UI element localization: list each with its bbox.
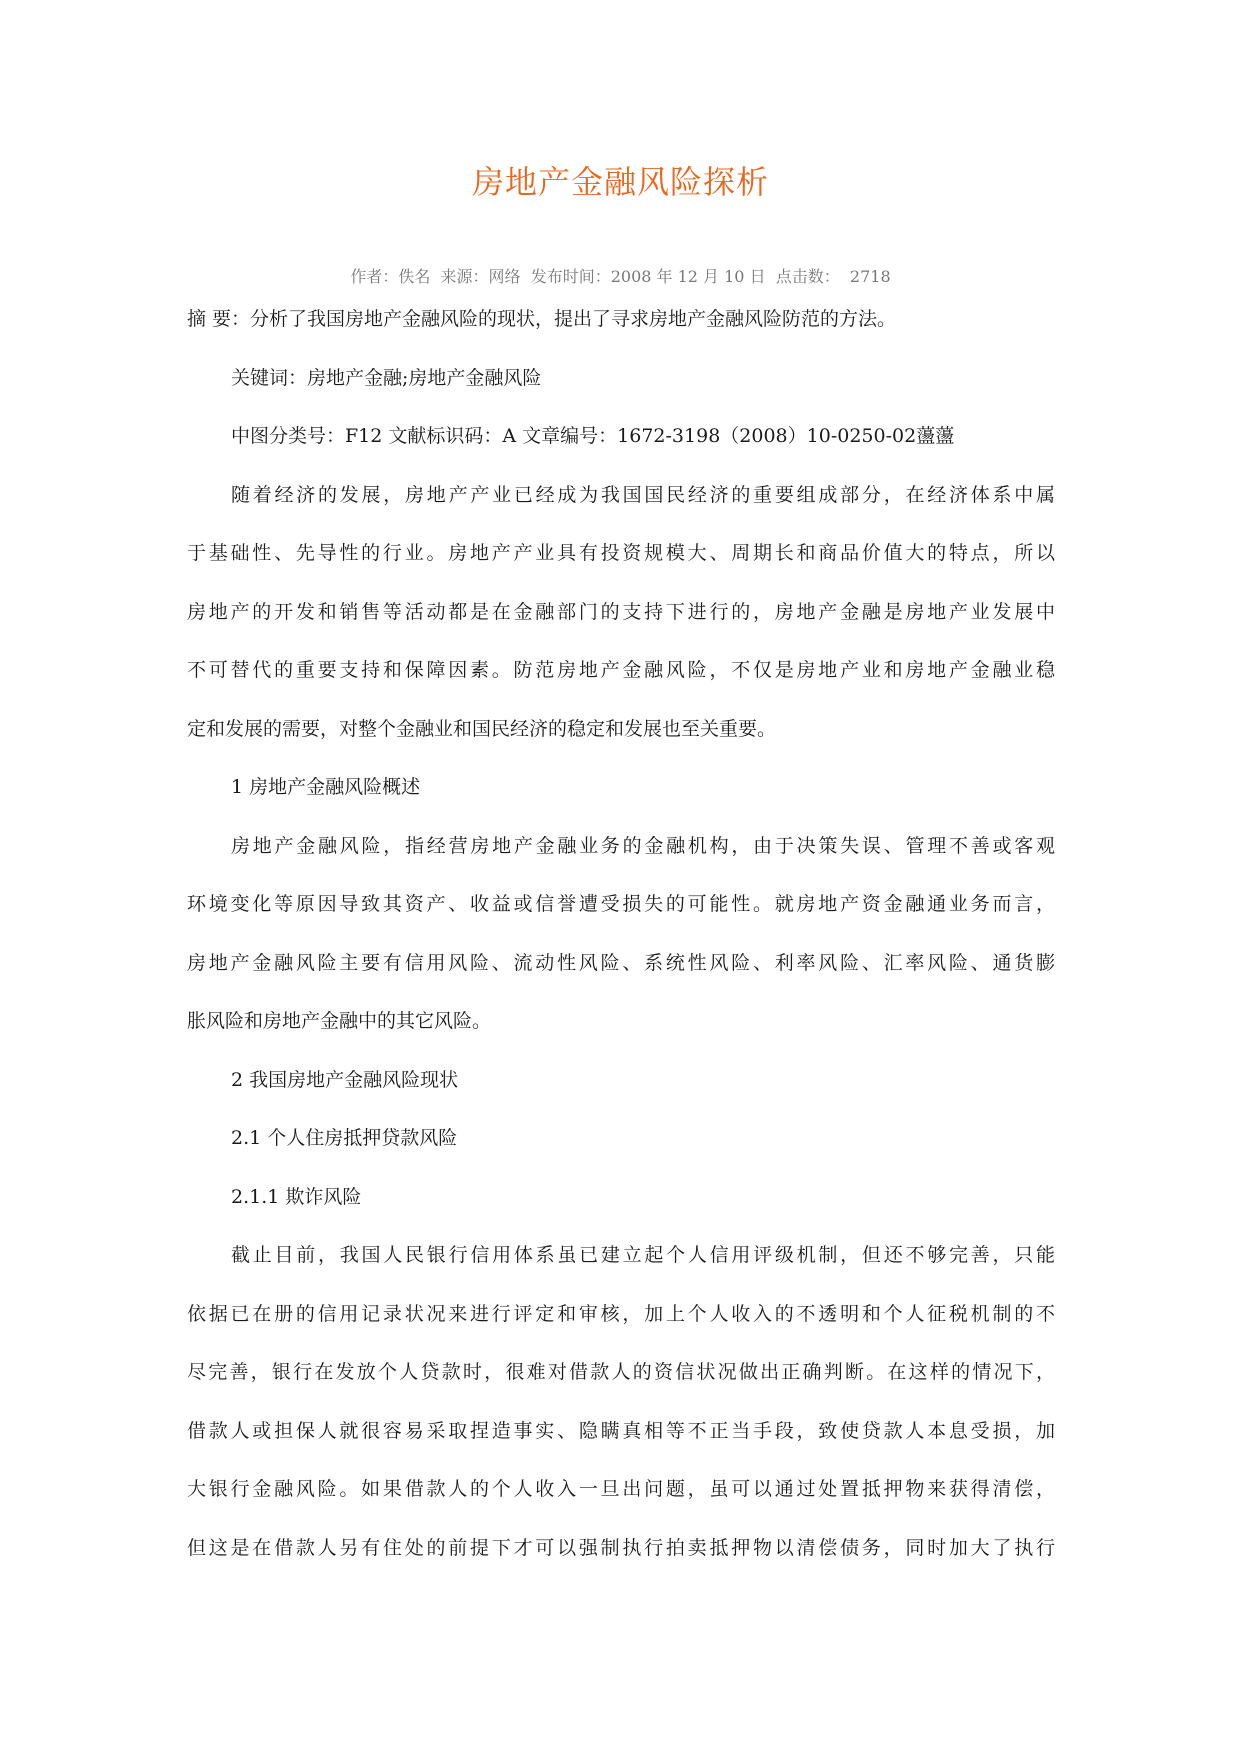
paragraph-line: 环境变化等原因导致其资产、收益或信誉遭受损失的可能性。就房地产资金融通业务而言， bbox=[187, 893, 1055, 915]
section-heading: 1 房地产金融风险概述 bbox=[231, 776, 421, 798]
article-meta: 作者：佚名 来源：网络 发布时间：2008 年 12 月 10 日 点击数： 2718 bbox=[350, 267, 891, 286]
paragraph-line: 截止目前，我国人民银行信用体系虽已建立起个人信用评级机制，但还不够完善，只能 bbox=[231, 1244, 1055, 1266]
subsubsection-heading: 2.1.1 欺诈风险 bbox=[231, 1185, 362, 1208]
paragraph-line: 但这是在借款人另有住处的前提下才可以强制执行拍卖抵押物以清偿债务，同时加大了执行 bbox=[187, 1536, 1055, 1559]
paragraph-line: 房地产金融风险主要有信用风险、流动性风险、系统性风险、利率风险、汇率风险、通货膨 bbox=[187, 951, 1055, 974]
paragraph-line: 房地产的开发和销售等活动都是在金融部门的支持下进行的，房地产金融是房地产业发展中 bbox=[187, 600, 1055, 623]
keywords-line: 关键词：房地产金融;房地产金融风险 bbox=[231, 366, 542, 389]
paragraph-line: 胀风险和房地产金融中的其它风险。 bbox=[187, 1010, 492, 1032]
paragraph-line: 于基础性、先导性的行业。房地产产业具有投资规模大、周期长和商品价值大的特点，所以 bbox=[187, 542, 1055, 564]
article-body bbox=[187, 304, 1055, 1591]
paragraph-line: 依据已在册的信用记录状况来进行评定和审核，加上个人收入的不透明和个人征税机制的不 bbox=[187, 1302, 1055, 1325]
paragraph-line: 大银行金融风险。如果借款人的个人收入一旦出问题，虽可以通过处置抵押物来获得清偿， bbox=[187, 1478, 1055, 1500]
classification-line: 中图分类号：F12 文献标识码：A 文章编号：1672-3198（2008）10-0250-02蘯蘯 bbox=[231, 425, 955, 447]
section-heading: 2 我国房地产金融风险现状 bbox=[231, 1068, 459, 1091]
paragraph-line: 随着经济的发展，房地产产业已经成为我国国民经济的重要组成部分，在经济体系中属 bbox=[231, 483, 1055, 506]
abstract-line: 摘 要：分析了我国房地产金融风险的现状，提出了寻求房地产金融风险防范的方法。 bbox=[187, 308, 897, 330]
paragraph-line: 房地产金融风险，指经营房地产金融业务的金融机构，由于决策失误、管理不善或客观 bbox=[231, 834, 1055, 857]
article-title: 房地产金融风险探析 bbox=[471, 163, 769, 201]
paragraph-line: 借款人或担保人就很容易采取捏造事实、隐瞒真相等不正当手段，致使贷款人本息受损，加 bbox=[187, 1419, 1055, 1442]
paragraph-line: 不可替代的重要支持和保障因素。防范房地产金融风险，不仅是房地产业和房地产金融业稳 bbox=[187, 659, 1055, 681]
paragraph-line: 定和发展的需要，对整个金融业和国民经济的稳定和发展也至关重要。 bbox=[187, 717, 777, 740]
paragraph-line: 尽完善，银行在发放个人贷款时，很难对借款人的资信状况做出正确判断。在这样的情况下， bbox=[187, 1361, 1055, 1383]
subsection-heading: 2.1 个人住房抵押贷款风险 bbox=[231, 1127, 458, 1149]
